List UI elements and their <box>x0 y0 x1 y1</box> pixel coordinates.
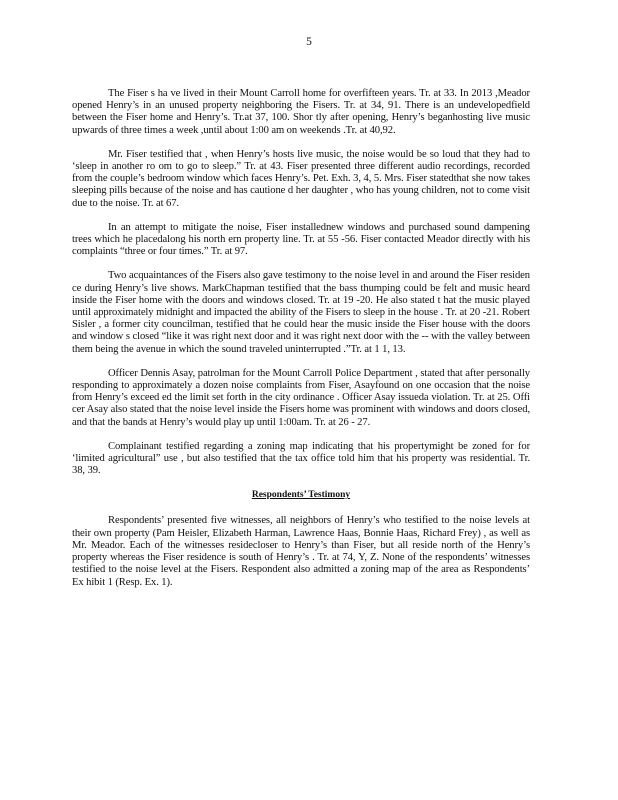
paragraph-respondents-witnesses: Respondents’ presented five witnesses, all neighbors of Henry’s who testified to the noise levels at their own property (Pam Heisler, Elizabeth Harman, Lawrence Haas, Bonnie Haas, Richard Frey) , as well as Mr. Meador. Each of the witnesses residecloser to Henry’s than Fiser, but all reside north of the Henry’s property whereas the Fiser residence is south of Henry’s . Tr. at 74, Y, Z. None of the respondents’ witnesses testified to the noise level at the Fisers. Respondent also admitted a zoning map of the area as Respondents’ Ex hibit 1 (Resp. Ex. 1). <box>72 515 530 588</box>
paragraph-mitigation: In an attempt to mitigate the noise, Fiser installednew windows and purchased sound dampening trees which he placedalong his north ern property line. Tr. at 55 -56. Fiser contacted Meador directly with his complaints “three or four times.” Tr. at 97. <box>72 221 530 258</box>
paragraph-fiser-residence: The Fiser s ha ve lived in their Mount Carroll home for overfifteen years. Tr. at 33. In 2013 ,Meador opened Henry’s in an unused property neighboring the Fisers. Tr. at 34, 91. There is an undevelopedfield between the Fiser home and Henry’s. Tr.at 37, 100. Shor tly after opening, Henry’s beganhosting live music upwards of three times a week ,until about 1:00 am on weekends .Tr. at 40,92. <box>72 88 530 136</box>
page-number: 5 <box>306 36 312 48</box>
section-heading-respondents-testimony: Respondents’ Testimony <box>251 490 351 501</box>
paragraph-mr-fiser-testimony: Mr. Fiser testified that , when Henry’s hosts live music, the noise would be so loud that they had to ‘sleep in another ro om to go to sleep.” Tr. at 43. Fiser presented three different audio recordings, recorded from the couple’s bedroom window which faces Henry’s. Pet. Exh. 3, 4, 5. Mrs. Fiser statedthat she now takes sleeping pills because of the noise and has cautione d her daughter , who has young children, not to come visit due to the noise. Tr. at 67. <box>72 148 530 209</box>
paragraph-acquaintances: Two acquaintances of the Fisers also gave testimony to the noise level in and around the Fiser residen ce during Henry’s live shows. MarkChapman testified that the bass thumping could be felt and music heard inside the Fiser home with the doors and windows closed. Tr. at 19 -20. He also stated t hat the music played until approximately midnight and impacted the ability of the Fisers to sleep in the house . Tr. at 20 -21. Robert Sisler , a former city councilman, testified that he could hear the music inside the Fiser house with the doors and window s closed “like it was right next door and it was right next door with the -- with the valley between them being the avenue in which the sound traveled uninterrupted .”Tr. at 1 1, 13. <box>72 270 530 355</box>
paragraph-officer-asay: Officer Dennis Asay, patrolman for the Mount Carroll Police Department , stated that after personally responding to approximately a dozen noise complaints from Fiser, Asayfound on one occasion that the noise from Henry’s exceed ed the limit set forth in the city ordinance . Officer Asay issueda violation. Tr. at 25. Offi cer Asay also stated that the noise level inside the Fisers home was prominent with windows and doors closed, and that the bands at Henry’s would play up until 1:00am. Tr. at 26 - 27. <box>72 367 530 428</box>
paragraph-zoning-map: Complainant testified regarding a zoning map indicating that his propertymight be zoned for for ‘limited agricultural” use , but also testified that the tax office told him that his property was residential. Tr. 38, 39. <box>72 440 530 477</box>
body-text <box>72 88 530 601</box>
